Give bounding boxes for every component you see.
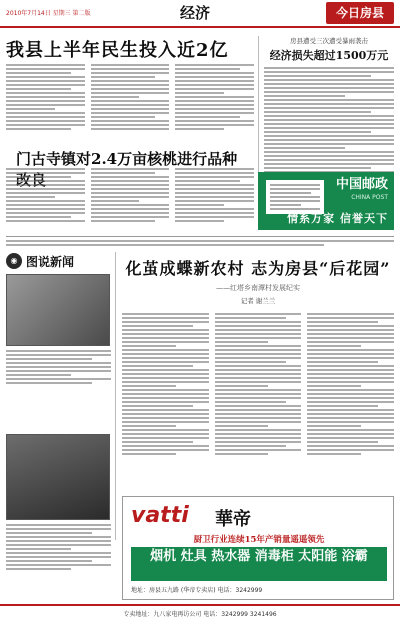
editor-note — [6, 236, 394, 248]
photo-news-column — [6, 252, 116, 540]
feature-title: 化茧成蝶新农村 志为房县“后花园” — [125, 259, 391, 278]
feature-byline: 记者 谢兰兰 — [240, 297, 276, 305]
headline-second: 门古寺镇对2.4万亩核桃进行品种 — [16, 150, 238, 168]
ad-tagline: 厨卫行业连续15年产销量遥遥领先 — [193, 535, 325, 545]
photo-news-title: 图说新闻 — [26, 254, 75, 269]
issue-date: 2010年7月14日 星期三 第二版 — [6, 10, 91, 17]
text-column — [6, 168, 85, 228]
ad-brand-cn: 華帝 — [215, 509, 251, 530]
sidebar-body — [264, 67, 394, 185]
sidebar-kicker: 房县遭受三次遭受暴雨袭击 — [290, 37, 368, 45]
text-column — [6, 64, 85, 134]
newspaper-logo: 今日房县 — [326, 2, 394, 24]
news-photo — [6, 274, 110, 346]
feature-article — [122, 256, 394, 521]
post-notice — [266, 180, 324, 214]
photo-news-header — [6, 252, 111, 270]
post-name-en: CHINA POST — [351, 194, 388, 201]
news-photo — [6, 434, 110, 520]
section-title: 经济 — [179, 4, 210, 22]
headline-main: 我县上半年民生投入近2亿 — [6, 40, 229, 61]
feature-subtitle: ——红塔乡南潭村发展纪实 — [216, 284, 300, 292]
page-footer: 专卖地址：九八家电再访公司 电话：3242999 3241496 — [0, 604, 400, 620]
ad-address: 地址：房县五九路 (华帝专卖店) 电话：3242999 — [131, 587, 263, 594]
main-article-body — [6, 64, 254, 134]
text-column — [175, 168, 254, 228]
text-column — [215, 313, 302, 521]
vatti-ad — [122, 496, 394, 600]
text-column — [307, 313, 394, 521]
text-column — [91, 64, 170, 134]
china-post-ad — [258, 172, 394, 230]
second-article-body — [6, 168, 254, 228]
photo-caption — [6, 524, 111, 570]
ad-brand: vatti — [131, 503, 189, 528]
sidebar-article — [258, 36, 394, 185]
text-column — [91, 168, 170, 228]
post-name: 中国邮政 — [335, 177, 388, 192]
ad-products: 烟机 灶具 热水器 消毒柜 太阳能 浴霸 — [131, 547, 387, 581]
sidebar-title: 经济损失超过1500万元 — [269, 49, 389, 62]
camera-icon: ◉ — [6, 253, 22, 269]
post-slogan: 情系万家 信誉天下 — [287, 212, 388, 225]
photo-caption — [6, 350, 111, 384]
text-column — [175, 64, 254, 134]
page-header — [0, 0, 400, 28]
feature-body — [122, 313, 394, 521]
text-column — [122, 313, 209, 521]
